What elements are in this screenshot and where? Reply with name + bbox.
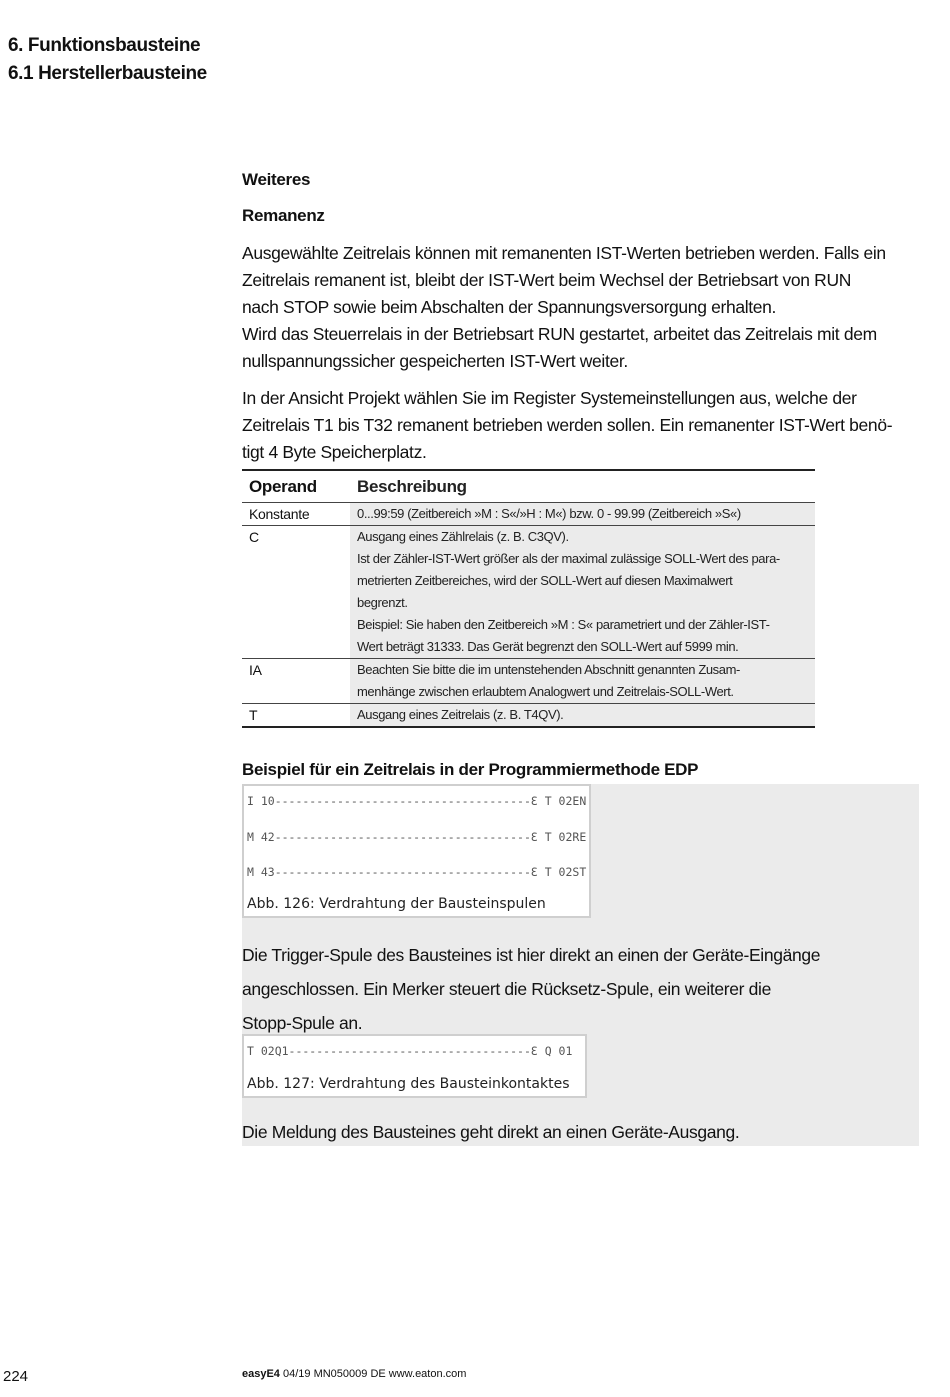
circuit-line: T 02Q1-----------------------------------Ɛ Q 01 [247, 1044, 573, 1058]
paragraph-output [242, 1119, 924, 1146]
cell-description [350, 659, 815, 703]
paragraph-line: Ausgewählte Zeitrelais können mit remanenten IST-Werten betrieben werden. Falls ein [242, 243, 886, 263]
chapter-title: 6. Funktionsbausteine [8, 35, 201, 56]
table-row [242, 659, 815, 704]
cell-operand: T [249, 707, 258, 723]
paragraph-line: nullspannungssicher gespeicherten IST-Wert weiter. [242, 351, 628, 371]
heading-retention: Remanenz [242, 206, 325, 225]
paragraph-line: Zeitrelais remanent ist, bleibt der IST-Wert beim Wechsel der Betriebsart von RUN [242, 270, 852, 290]
cell-line: menhänge zwischen erlaubtem Analogwert und Zeitrelais-SOLL-Wert. [357, 684, 734, 699]
circuit-line: I 10-------------------------------------Ɛ T 02EN [247, 794, 587, 808]
header-description: Beschreibung [357, 477, 467, 496]
section-title: 6.1 Herstellerbausteine [8, 63, 207, 84]
table-row [242, 526, 815, 659]
table-row [242, 704, 815, 728]
cell-description [350, 503, 815, 525]
figure-caption: Abb. 127: Verdrahtung des Bausteinkontaktes [247, 1076, 570, 1092]
cell-line: 0...99:59 (Zeitbereich »M : S«/»H : M«) bzw. 0 - 99.99 (Zeitbereich »S«) [357, 506, 741, 521]
paragraph-line: Wird das Steuerrelais in der Betriebsart RUN gestartet, arbeitet das Zeitrelais mit dem [242, 324, 877, 344]
cell-operand: IA [249, 662, 262, 678]
circuit-line: M 42-------------------------------------Ɛ T 02RE [247, 830, 587, 844]
circuit-line: M 43-------------------------------------Ɛ T 02ST [247, 865, 587, 879]
cell-line: Wert beträgt 31333. Das Gerät begrenzt den SOLL-Wert auf 5999 min. [357, 639, 739, 654]
cell-line: Ist der Zähler-IST-Wert größer als der maximal zulässige SOLL-Wert des para- [357, 551, 780, 566]
paragraph-line: angeschlossen. Ein Merker steuert die Rücksetz-Spule, ein weiterer die [242, 979, 771, 999]
paragraph-line: Die Meldung des Bausteines geht direkt an einen Geräte-Ausgang. [242, 1122, 740, 1142]
paragraph-line: nach STOP sowie beim Abschalten der Spannungsversorgung erhalten. [242, 297, 777, 317]
cell-line: Beispiel: Sie haben den Zeitbereich »M : S« parametriert und der Zähler-IST- [357, 617, 770, 632]
table-row [242, 503, 815, 526]
figure-caption: Abb. 126: Verdrahtung der Bausteinspulen [247, 896, 546, 912]
paragraph-line: In der Ansicht Projekt wählen Sie im Register Systemeinstellungen aus, welche der [242, 388, 857, 408]
cell-line: Ausgang eines Zählrelais (z. B. C3QV). [357, 529, 569, 544]
table-header [242, 471, 815, 503]
footer-details: 04/19 MN050009 DE www.eaton.com [279, 1368, 467, 1380]
cell-line: Beachten Sie bitte die im untenstehenden Abschnitt genannten Zusam- [357, 662, 740, 677]
figure-126 [242, 784, 591, 918]
paragraph-retention [242, 240, 924, 375]
cell-operand: C [249, 529, 259, 545]
paragraph-trigger [242, 938, 924, 1040]
figure-127 [242, 1034, 587, 1098]
cell-description [350, 704, 815, 726]
chapter-heading [8, 32, 207, 88]
paragraph-line: Stopp-Spule an. [242, 1013, 363, 1033]
cell-line: begrenzt. [357, 595, 408, 610]
paragraph-line: Zeitrelais T1 bis T32 remanent betrieben werden sollen. Ein remanenter IST-Wert benö- [242, 415, 893, 435]
heading-further: Weiteres [242, 170, 311, 189]
heading-example: Beispiel für ein Zeitrelais in der Programmiermethode EDP [242, 760, 699, 779]
cell-line: metrierten Zeitbereiches, wird der SOLL-Wert auf diesen Maximalwert [357, 573, 733, 588]
cell-description [350, 526, 815, 658]
paragraph-settings [242, 385, 924, 466]
header-operand: Operand [249, 477, 317, 496]
operand-table [242, 469, 815, 728]
footer-product: easyE4 [242, 1368, 280, 1380]
page-number: 224 [3, 1368, 29, 1385]
cell-line: Ausgang eines Zeitrelais (z. B. T4QV). [357, 707, 564, 722]
paragraph-line: Die Trigger-Spule des Bausteines ist hier direkt an einen der Geräte-Eingänge [242, 945, 821, 965]
cell-operand: Konstante [249, 506, 310, 522]
footer-info [242, 1368, 466, 1380]
paragraph-line: tigt 4 Byte Speicherplatz. [242, 442, 427, 462]
